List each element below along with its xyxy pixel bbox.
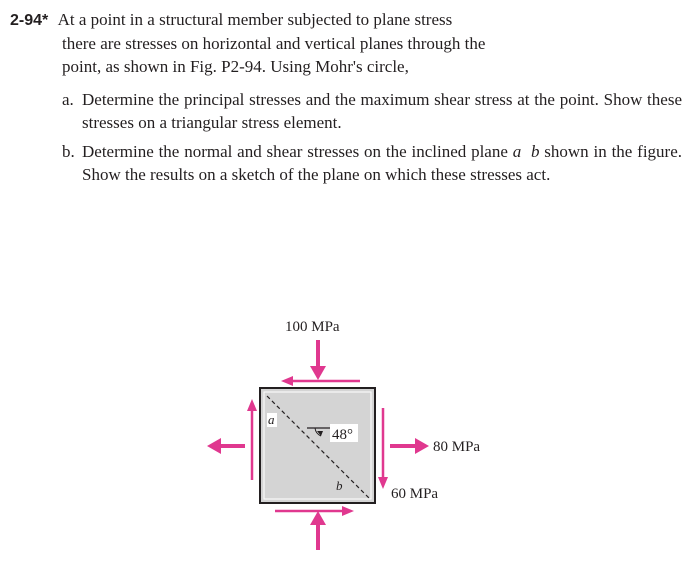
stress-element-svg: [205, 300, 505, 565]
shear-arrow-bottom-head: [342, 506, 354, 516]
part-b-plane-b: b: [530, 142, 540, 161]
problem-statement: [10, 8, 682, 192]
normal-arrow-left-head: [207, 438, 221, 454]
shear-arrow-right-head: [378, 477, 388, 489]
angle-label: 48°: [332, 427, 353, 443]
plane-label-a: a: [268, 412, 275, 427]
part-a-letter: a.: [62, 90, 74, 109]
label-60-mpa: 60 MPa: [391, 486, 439, 502]
part-b-plane-a: a: [512, 142, 522, 161]
label-80-mpa: 80 MPa: [433, 439, 481, 455]
part-b-text-before: Determine the normal and shear stresses on the inclined plane: [82, 142, 513, 161]
problem-intro: [10, 8, 682, 78]
plane-label-b: b: [336, 478, 343, 493]
intro-line-2: there are stresses on horizontal and vertical planes through the: [62, 34, 486, 53]
shear-arrow-top-head: [281, 376, 293, 386]
part-b-letter: b.: [62, 142, 75, 161]
normal-arrow-right-head: [415, 438, 429, 454]
intro-line-1: At a point in a structural member subjected to plane stress: [57, 10, 453, 29]
stress-element-figure: [205, 300, 505, 565]
shear-arrow-left-head: [247, 399, 257, 411]
normal-arrow-top-head: [310, 366, 326, 380]
part-a-text: Determine the principal stresses and the maximum shear stress at the point. Show these stresses on a triangular stress element.: [82, 90, 682, 132]
stress-element-square: [260, 388, 375, 503]
label-100-mpa: 100 MPa: [285, 319, 340, 335]
problem-parts: [10, 88, 682, 186]
problem-number: 2-94*: [10, 12, 49, 29]
part-b: [10, 140, 682, 186]
intro-line-3: point, as shown in Fig. P2-94. Using Mohr's circle,: [62, 57, 409, 76]
part-b-text-after: shown in the figure. Show the results on a sketch of the plane on which these stresses act.: [82, 142, 683, 184]
normal-arrow-bottom-head: [310, 511, 326, 525]
part-a: [10, 88, 682, 134]
